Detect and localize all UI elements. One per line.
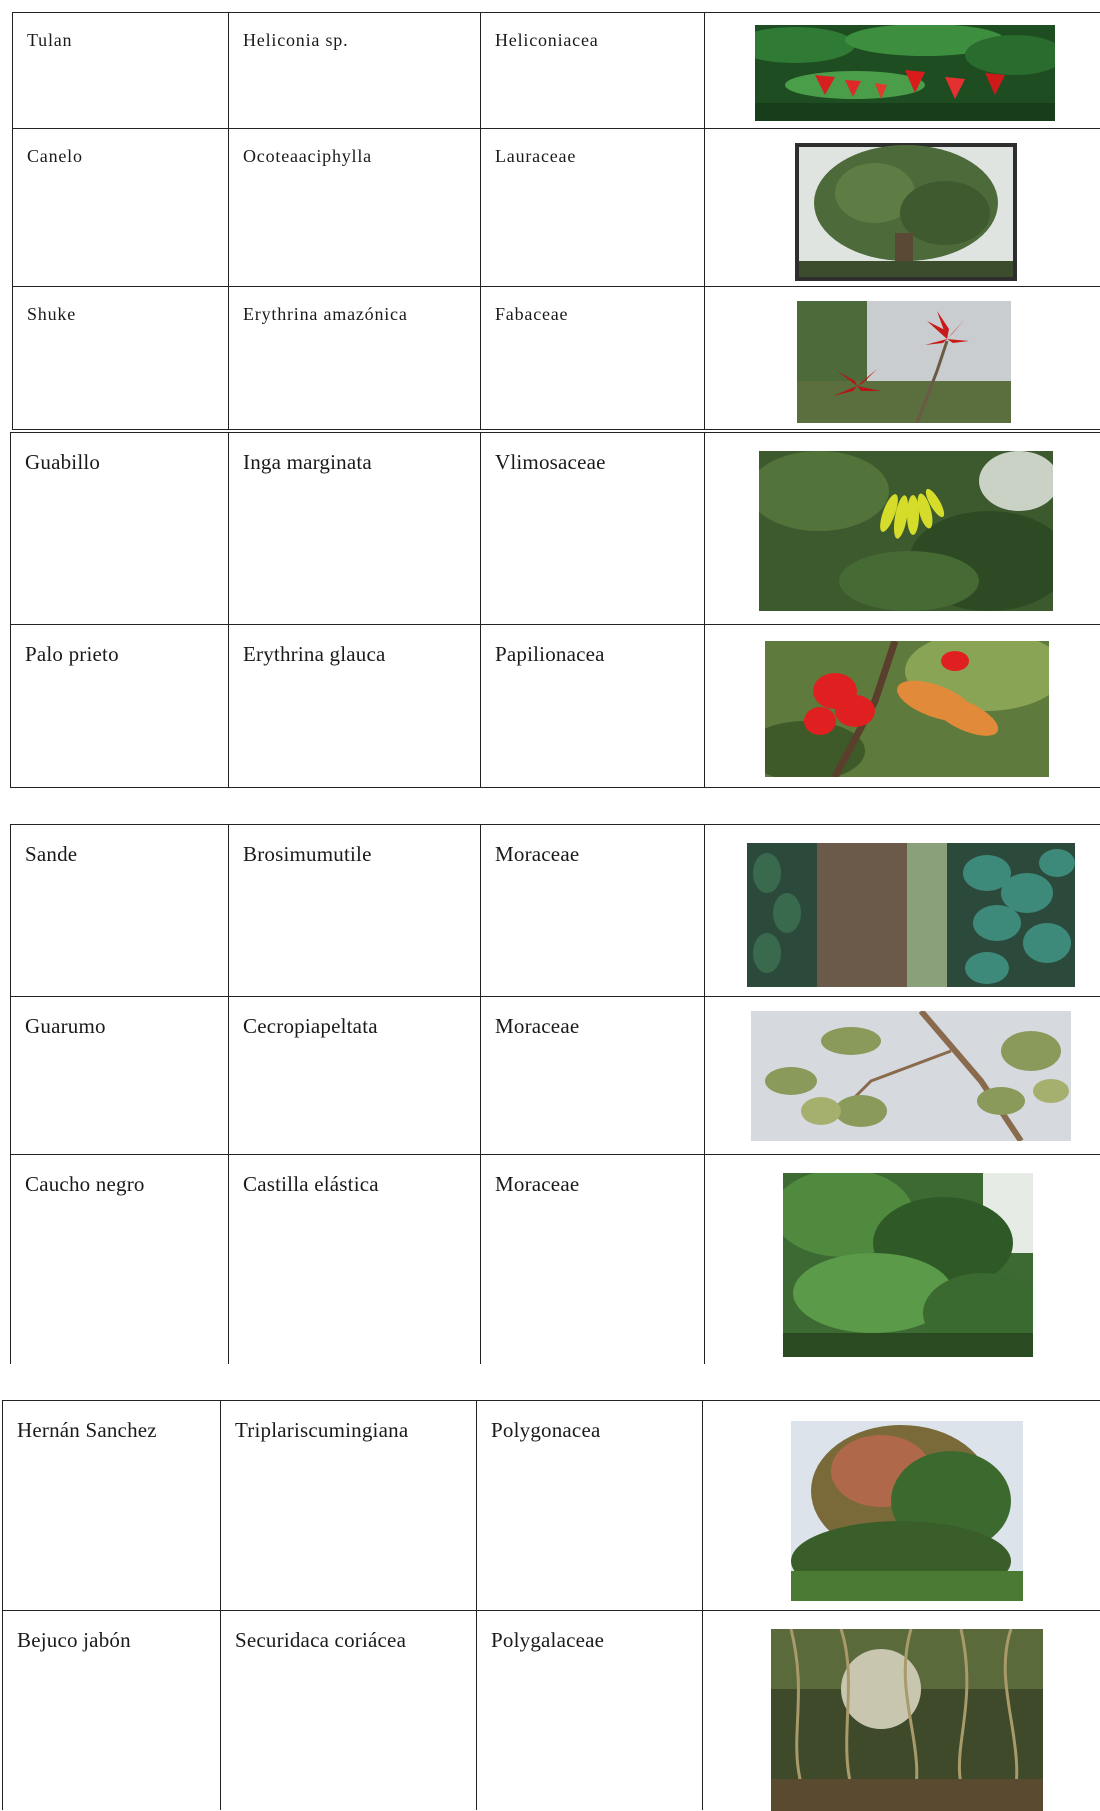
family-name: Moraceae — [495, 1172, 580, 1196]
scientific-name: Securidaca coriácea — [235, 1628, 407, 1652]
table-row — [2, 1400, 1100, 1610]
common-name: Bejuco jabón — [17, 1628, 131, 1652]
scientific-name: Brosimumutile — [243, 842, 372, 866]
table-row — [10, 996, 1100, 1154]
triplaris-tree-photo — [791, 1421, 1023, 1601]
common-name: Tulan — [27, 30, 73, 50]
table-row — [12, 286, 1100, 430]
common-name: Caucho negro — [25, 1172, 145, 1196]
family-name: Moraceae — [495, 1014, 580, 1038]
erythrina-glauca-photo — [765, 641, 1049, 777]
common-name: Palo prieto — [25, 642, 119, 666]
castilla-tree-photo — [783, 1173, 1033, 1357]
common-name: Shuke — [27, 304, 76, 324]
table-row — [12, 128, 1100, 286]
scientific-name: Castilla elástica — [243, 1172, 379, 1196]
family-name: Polygalaceae — [491, 1628, 605, 1652]
scientific-name: Cecropiapeltata — [243, 1014, 378, 1038]
family-name: Heliconiacea — [495, 30, 599, 50]
cecropia-leaves-photo — [751, 1011, 1071, 1141]
table-row — [10, 824, 1100, 996]
common-name: Guarumo — [25, 1014, 106, 1038]
family-name: Fabaceae — [495, 304, 569, 324]
species-table-2 — [10, 432, 1100, 788]
scientific-name: Erythrina glauca — [243, 642, 386, 666]
species-table-3 — [10, 824, 1100, 1364]
species-table-1 — [12, 12, 1100, 430]
family-name: Polygonacea — [491, 1418, 601, 1442]
family-name: Vlimosaceae — [495, 450, 606, 474]
family-name: Lauraceae — [495, 146, 577, 166]
scientific-name: Triplariscumingiana — [235, 1418, 409, 1442]
table-row — [10, 624, 1100, 788]
common-name: Sande — [25, 842, 78, 866]
canelo-tree-photo — [795, 143, 1017, 281]
table-row — [2, 1610, 1100, 1810]
scientific-name: Inga marginata — [243, 450, 372, 474]
erythrina-flower-photo — [797, 301, 1011, 423]
family-name: Papilionacea — [495, 642, 605, 666]
common-name: Canelo — [27, 146, 83, 166]
table-row — [12, 12, 1100, 128]
scientific-name: Heliconia sp. — [243, 30, 349, 50]
table-row — [10, 1154, 1100, 1364]
table-row — [10, 432, 1100, 624]
securidaca-vines-photo — [771, 1629, 1043, 1811]
family-name: Moraceae — [495, 842, 580, 866]
scientific-name: Ocoteaaciphylla — [243, 146, 372, 166]
common-name: Hernán Sanchez — [17, 1418, 157, 1442]
common-name: Guabillo — [25, 450, 101, 474]
heliconia-photo — [755, 25, 1055, 121]
species-table-4 — [2, 1400, 1100, 1810]
sande-trunk-photo — [747, 843, 1075, 987]
scientific-name: Erythrina amazónica — [243, 304, 408, 324]
inga-pods-photo — [759, 451, 1053, 611]
